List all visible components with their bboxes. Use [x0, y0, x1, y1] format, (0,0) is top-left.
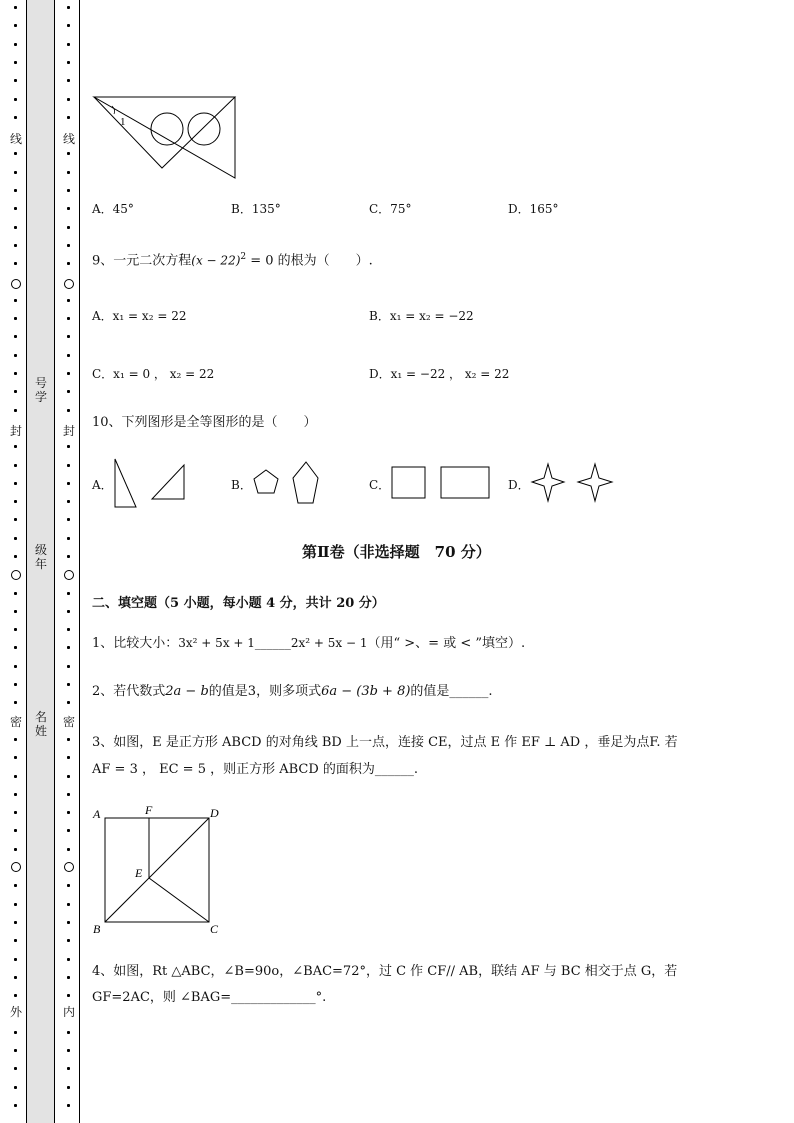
binding-dot	[67, 646, 70, 649]
binding-dot	[67, 79, 70, 82]
binding-dot	[67, 958, 70, 961]
binding-dot	[14, 793, 17, 796]
diagonal-bd	[105, 818, 209, 922]
binding-dot	[67, 756, 70, 759]
q10-option-d-label[interactable]: D．	[508, 478, 530, 492]
binding-dot	[14, 683, 17, 686]
binding-dot	[67, 1067, 70, 1070]
q9-option-c[interactable]: C．x₁ = 0 ， x₂ = 22	[92, 367, 215, 381]
binding-dot	[14, 518, 17, 521]
binding-dot	[14, 939, 17, 942]
binding-dot	[67, 665, 70, 668]
binding-dot	[14, 482, 17, 485]
binding-dot	[14, 79, 17, 82]
q8-option-d[interactable]: D．165°	[508, 202, 559, 216]
q10-option-b-figure	[250, 458, 330, 508]
binding-dot	[14, 390, 17, 393]
binding-dot	[14, 445, 17, 448]
binding-dot	[67, 6, 70, 9]
binding-dot	[14, 775, 17, 778]
inner-circle-2	[64, 570, 74, 580]
fill-q2-text-after: 的值是______.	[410, 684, 493, 699]
binding-dot	[67, 1104, 70, 1107]
binding-dot	[14, 61, 17, 64]
binding-dot	[67, 1049, 70, 1052]
binding-dot	[67, 226, 70, 229]
binding-dot	[14, 6, 17, 9]
binding-dot	[14, 207, 17, 210]
fill-q4-line1: 4、如图，Rt △ABC，∠B=90o，∠BAC=72°，过 C 作 CF// AB，联结 AF 与 BC 相交于点 G，若	[92, 964, 678, 979]
q9-option-a[interactable]: A．x₁ = x₂ = 22	[92, 309, 187, 323]
fill-q2-formula-2: 6a − (3b + 8)	[321, 684, 411, 699]
q8-figure	[90, 92, 240, 182]
binding-dot	[14, 152, 17, 155]
binding-dot	[14, 500, 17, 503]
binding-dot	[67, 775, 70, 778]
binding-dot	[14, 372, 17, 375]
binding-dot	[67, 903, 70, 906]
inner-mark-xian: 线	[62, 132, 75, 146]
binding-dot	[14, 994, 17, 997]
binding-dot	[14, 738, 17, 741]
label-c: C	[210, 922, 219, 936]
q8-triangle-left	[94, 97, 235, 168]
q8-angle-label: 1	[120, 116, 126, 128]
binding-dot	[67, 829, 70, 832]
binding-dot	[67, 409, 70, 412]
fill-q2-text-mid: 的值是3，则多项式	[208, 684, 322, 699]
binding-dot	[67, 683, 70, 686]
fill-q2	[92, 684, 493, 700]
binding-dot	[14, 244, 17, 247]
label-b: B	[93, 922, 101, 936]
outer-mark-xian: 线	[9, 132, 22, 146]
binding-dot	[67, 152, 70, 155]
binding-dot	[14, 592, 17, 595]
binding-dot	[14, 98, 17, 101]
binding-dot	[67, 116, 70, 119]
binding-dot	[67, 482, 70, 485]
q10-b-pentagon-large	[293, 462, 318, 503]
binding-dot	[67, 884, 70, 887]
binding-dot	[67, 464, 70, 467]
binding-dot	[14, 848, 17, 851]
binding-dot	[67, 537, 70, 540]
binding-dot	[67, 592, 70, 595]
binding-dot	[67, 390, 70, 393]
binding-dot	[67, 500, 70, 503]
binding-dot	[67, 628, 70, 631]
binding-dot	[14, 1104, 17, 1107]
binding-dot	[14, 1086, 17, 1089]
fill-q1	[92, 635, 525, 652]
binding-dot	[67, 793, 70, 796]
q8-option-a[interactable]: A．45°	[92, 202, 134, 216]
binding-dot	[67, 555, 70, 558]
binding-dot	[67, 372, 70, 375]
inner-circle-3	[64, 862, 74, 872]
q8-circle-right	[188, 113, 220, 145]
inner-mark-feng: 封	[62, 424, 75, 438]
binding-dot	[14, 299, 17, 302]
q9-text-before: 一元二次方程	[113, 253, 192, 269]
binding-dot	[67, 354, 70, 357]
fill-q3-line1: 3、如图，E 是正方形 ABCD 的对角线 BD 上一点，连接 CE，过点 E 作 EF ⊥ AD ，垂足为点F. 若	[92, 735, 678, 750]
q9-option-b[interactable]: B．x₁ = x₂ = −22	[369, 309, 474, 323]
binding-dot	[67, 299, 70, 302]
fill-q4-line2: GF=2AC，则 ∠BAG=_____________°.	[92, 990, 327, 1005]
binding-rule	[79, 0, 80, 1123]
binding-dot	[67, 207, 70, 210]
label-f: F	[145, 803, 153, 817]
binding-dot	[67, 335, 70, 338]
fill-q2-text-before: 2、若代数式	[92, 684, 166, 699]
binding-dot	[67, 811, 70, 814]
q9-formula: (x − 22)	[191, 253, 241, 268]
binding-dot	[67, 43, 70, 46]
binding-dot	[14, 1049, 17, 1052]
binding-dot	[14, 317, 17, 320]
inner-circle-1	[64, 279, 74, 289]
outer-circle-2	[11, 570, 21, 580]
fill-q3-line2: AF = 3 ， EC = 5 ，则正方形 ABCD 的面积为______.	[92, 762, 419, 777]
fill-q1-text-before: 1、比较大小：	[92, 636, 179, 651]
binding-dot	[67, 610, 70, 613]
fill-section-heading: 二、填空题（5 小题，每小题 4 分，共计 20 分）	[92, 596, 385, 611]
outer-circle-1	[11, 279, 21, 289]
q10-b-pentagon-small	[254, 470, 278, 493]
binding-dot	[14, 262, 17, 265]
q10-option-a-label[interactable]: A．	[92, 478, 113, 492]
outer-mark-feng: 封	[9, 424, 22, 438]
binding-dot	[14, 958, 17, 961]
q10-a-triangle-1	[115, 459, 136, 507]
outer-mark-mi: 密	[9, 715, 22, 729]
binding-dot	[67, 848, 70, 851]
binding-dot	[14, 610, 17, 613]
binding-dot	[67, 738, 70, 741]
binding-dot	[67, 98, 70, 101]
binding-dot	[14, 628, 17, 631]
binding-dot	[14, 354, 17, 357]
q10-c-square	[392, 467, 425, 498]
binding-dot	[14, 24, 17, 27]
binding-dot	[67, 24, 70, 27]
q9-exponent: 2	[240, 252, 247, 262]
fill-q1-formula: 3x² + 5x + 1______2x² + 5x − 1	[178, 636, 368, 650]
binding-dot	[14, 646, 17, 649]
binding-dot	[67, 171, 70, 174]
binding-dot	[14, 976, 17, 979]
binding-dot	[14, 701, 17, 704]
label-e: E	[135, 866, 143, 880]
binding-dot	[67, 994, 70, 997]
binding-dot	[67, 1031, 70, 1034]
outer-circle-3	[11, 862, 21, 872]
binding-dot	[14, 884, 17, 887]
binding-dot	[67, 445, 70, 448]
inner-mark-mi: 密	[62, 715, 75, 729]
q10-option-d-figure	[528, 461, 618, 505]
binding-dot	[14, 1067, 17, 1070]
binding-dot	[14, 756, 17, 759]
field-student-number: 号学	[34, 376, 47, 404]
binding-dot	[67, 189, 70, 192]
q8-circle-left	[151, 113, 183, 145]
binding-dot	[67, 262, 70, 265]
binding-dot	[14, 555, 17, 558]
binding-dot	[14, 171, 17, 174]
fill-q2-formula-1: 2a − b	[165, 684, 209, 699]
q9-number: 9、	[92, 253, 114, 269]
q9-text-after: = 0 的根为（ ）.	[246, 253, 373, 269]
binding-dot	[14, 116, 17, 119]
q10-option-a-figure	[110, 455, 190, 511]
binding-dot	[14, 335, 17, 338]
q10-a-triangle-2	[152, 465, 184, 499]
q9-option-d[interactable]: D．x₁ = −22 ， x₂ = 22	[369, 367, 510, 381]
fill-q3-figure	[88, 800, 228, 940]
outer-mark-wai: 外	[9, 1005, 22, 1019]
q10-stem: 10、下列图形是全等图形的是（ ）	[92, 415, 317, 430]
binding-dot	[14, 537, 17, 540]
binding-dot	[67, 518, 70, 521]
q10-option-b-label[interactable]: B．	[231, 478, 252, 492]
binding-dot	[67, 61, 70, 64]
binding-dot	[14, 409, 17, 412]
q10-c-rectangle	[441, 467, 489, 498]
q10-option-c-label[interactable]: C．	[369, 478, 391, 492]
q8-option-b[interactable]: B．135°	[231, 202, 281, 216]
q10-d-star-1	[532, 464, 564, 501]
binding-dot	[14, 1031, 17, 1034]
fill-q1-text-after: （用“ >、= 或 < ”填空）.	[367, 636, 526, 651]
binding-dot	[14, 811, 17, 814]
inner-mark-nei: 内	[62, 1005, 75, 1019]
binding-dot	[14, 921, 17, 924]
label-a: A	[93, 807, 101, 821]
binding-dot	[67, 921, 70, 924]
binding-dot	[14, 226, 17, 229]
binding-dot	[14, 189, 17, 192]
label-d: D	[210, 806, 219, 820]
binding-dot	[14, 43, 17, 46]
field-name: 名姓	[34, 710, 47, 738]
binding-dot	[14, 903, 17, 906]
q9-stem	[92, 249, 373, 269]
binding-dot	[67, 1086, 70, 1089]
binding-dot	[67, 317, 70, 320]
q10-option-c-figure	[390, 465, 494, 501]
binding-dot	[67, 701, 70, 704]
binding-dot	[14, 829, 17, 832]
binding-dot	[67, 244, 70, 247]
binding-dot	[67, 939, 70, 942]
field-grade: 级年	[34, 543, 47, 571]
q8-option-c[interactable]: C．75°	[369, 202, 412, 216]
q10-d-star-2	[578, 464, 612, 501]
part2-title: 第Ⅱ卷（非选择题 70 分）	[302, 543, 491, 561]
binding-dot	[67, 976, 70, 979]
segment-ec	[149, 878, 209, 922]
binding-dot	[14, 665, 17, 668]
binding-dot	[14, 464, 17, 467]
